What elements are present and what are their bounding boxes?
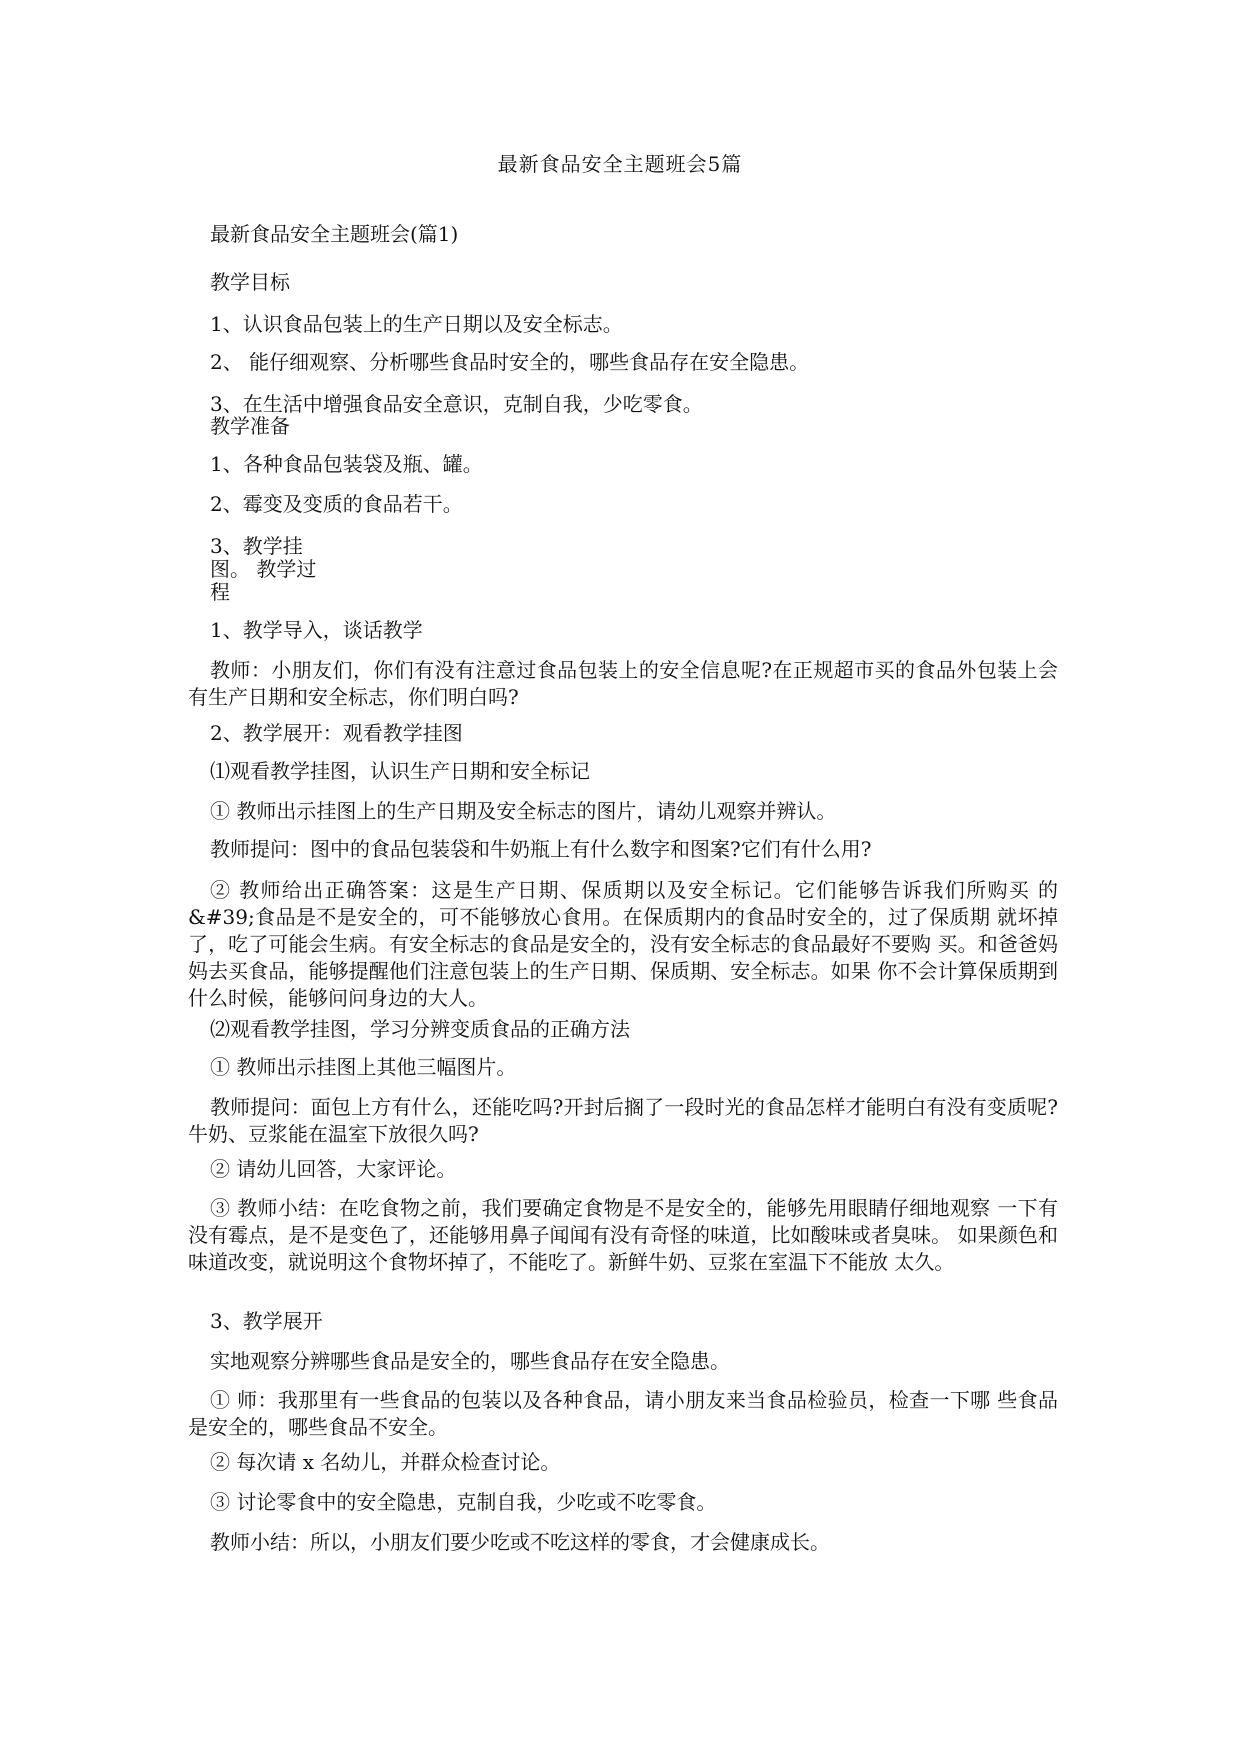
teaching-prep-item-1: 1、各种食品包装袋及瓶、罐。 xyxy=(210,452,483,476)
teaching-prep-heading: 教学准备 xyxy=(210,414,290,438)
teaching-goal-item-2: 2、 能仔细观察、分析哪些食品时安全的，哪些食品存在安全隐患。 xyxy=(210,350,810,374)
process-sub-2-b: ② 请幼儿回答，大家评论。 xyxy=(210,1157,457,1181)
process-sub-1-a: ① 教师出示挂图上的生产日期及安全标志的图片，请幼儿观察并辨认。 xyxy=(210,799,837,823)
process-sub-2: ⑵观看教学挂图，学习分辨变质食品的正确方法 xyxy=(210,1017,630,1041)
teaching-goals-heading: 教学目标 xyxy=(210,270,290,294)
teaching-prep-item-3-line-3: 程 xyxy=(210,580,230,604)
process-sub-2-c-paragraph: ③ 教师小结：在吃食物之前，我们要确定食物是不是安全的，能够先用眼睛仔细地观察 一下有没有霉点，是不是变色了，还能够用鼻子闻闻有没有奇怪的味道，比如酸味或者臭味。 如果颜色和味道改变，就说明这个食物坏掉了，不能吃了。新鲜牛奶、豆浆在室温下不能放 太久。 xyxy=(188,1196,1058,1274)
process-step-3: 3、教学展开 xyxy=(210,1309,323,1333)
process-sub-2-a: ① 教师出示挂图上其他三幅图片。 xyxy=(210,1055,517,1079)
process-step-2: 2、教学展开：观看教学挂图 xyxy=(210,721,463,745)
process-sub-1-b-paragraph: ② 教师给出正确答案：这是生产日期、保质期以及安全标记。它们能够告诉我们所购买 的&#39;食品是不是安全的，可不能够放心食用。在保质期内的食品时安全的，过了保质期 就坏掉了，吃了可能会生病。有安全标志的食品是安全的，没有安全标志的食品最好不要购 买。和爸爸妈妈去买食品，能够提醒他们注意包装上的生产日期、保质期、安全标志。如果 你不会计算保质期到什么时候，能够问问身边的大人。 xyxy=(188,878,1058,1010)
process-step-3-a-paragraph: ① 师：我那里有一些食品的包装以及各种食品，请小朋友来当食品检验员，检查一下哪 些食品是安全的，哪些食品不安全。 xyxy=(188,1388,1058,1439)
teaching-goal-item-3: 3、在生活中增强食品安全意识，克制自我，少吃零食。 xyxy=(210,392,703,416)
process-step-3-c: ③ 讨论零食中的安全隐患，克制自我，少吃或不吃零食。 xyxy=(210,1490,717,1514)
process-step-1: 1、教学导入，谈话教学 xyxy=(210,618,423,642)
process-sub-2-question-paragraph: 教师提问：面包上方有什么，还能吃吗?开封后搁了一段时光的食品怎样才能明白有没有变质呢?牛奶、豆浆能在温室下放很久吗? xyxy=(188,1095,1058,1146)
process-sub-1-question: 教师提问：图中的食品包装袋和牛奶瓶上有什么数字和图案?它们有什么用? xyxy=(210,837,872,861)
teaching-prep-item-2: 2、霉变及变质的食品若干。 xyxy=(210,492,463,516)
document-title: 最新食品安全主题班会5篇 xyxy=(497,152,743,176)
teacher-intro-paragraph: 教师：小朋友们，你们有没有注意过食品包装上的安全信息呢?在正规超市买的食品外包装上会有生产日期和安全标志，你们明白吗? xyxy=(188,658,1058,709)
section-heading: 最新食品安全主题班会(篇1) xyxy=(210,222,459,246)
teaching-prep-item-3-line-2: 图。 教学过 xyxy=(210,557,317,581)
conclusion: 教师小结：所以，小朋友们要少吃或不吃这样的零食，才会健康成长。 xyxy=(210,1530,830,1554)
teaching-goal-item-1: 1、认识食品包装上的生产日期以及安全标志。 xyxy=(210,312,623,336)
process-sub-1: ⑴观看教学挂图，认识生产日期和安全标记 xyxy=(210,759,590,783)
process-step-3-intro: 实地观察分辨哪些食品是安全的，哪些食品存在安全隐患。 xyxy=(210,1349,730,1373)
process-step-3-b: ② 每次请 x 名幼儿，并群众检查讨论。 xyxy=(210,1450,561,1474)
teaching-prep-item-3-line-1: 3、教学挂 xyxy=(210,534,303,558)
